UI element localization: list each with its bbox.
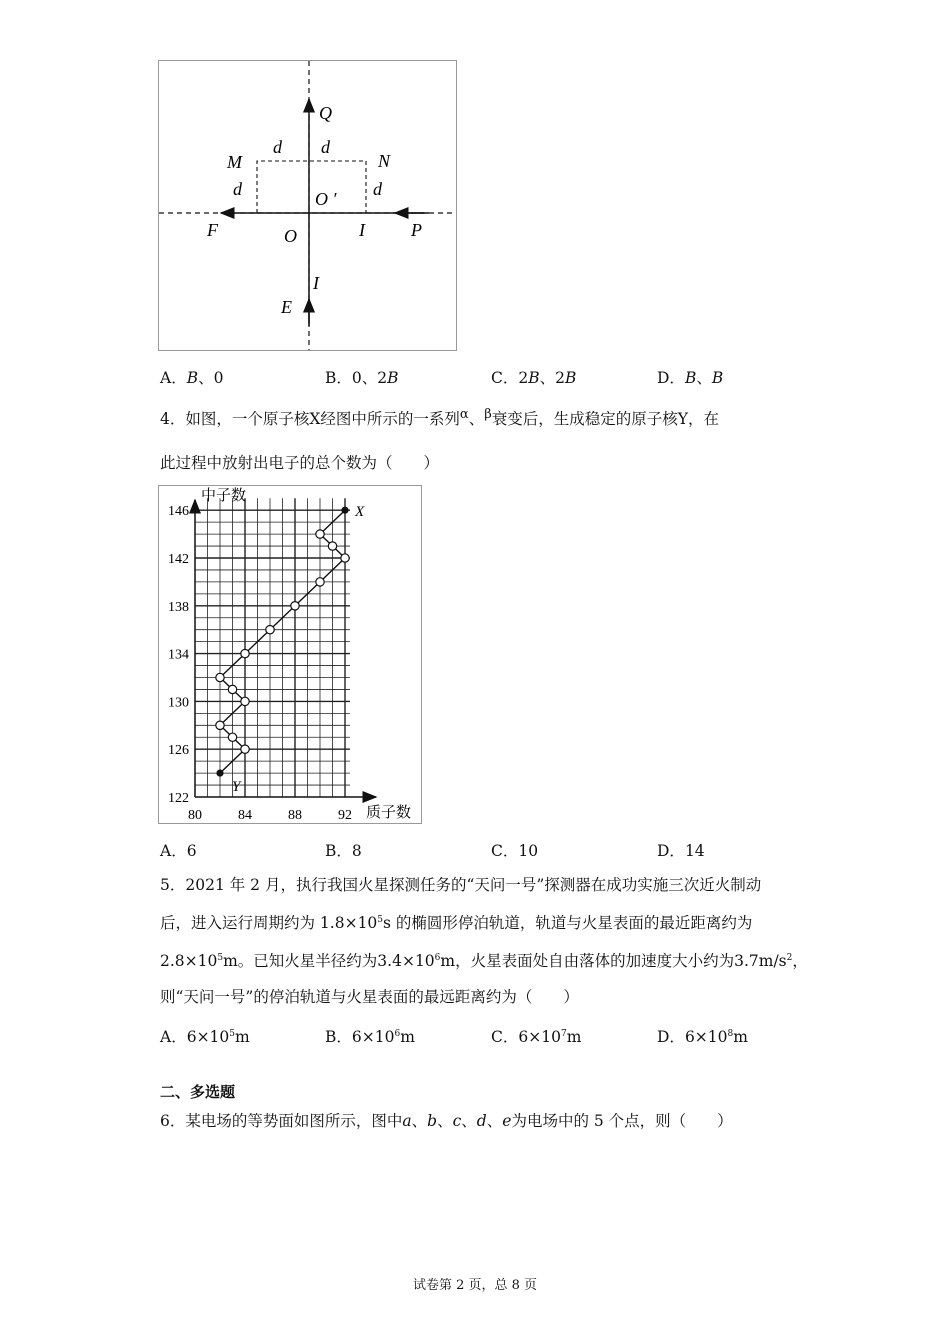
- q5-option-a-letter: A．: [160, 1028, 187, 1046]
- q5-exp: 6: [434, 952, 441, 963]
- q5-stem-line-1: 5．2021 年 2 月，执行我国火星探测任务的“天问一号”探测器在成功实施三次近火制动: [160, 876, 762, 894]
- decay-point: [228, 685, 236, 693]
- q3-option-c-part: B: [528, 369, 540, 387]
- label-I-right: I: [359, 220, 365, 240]
- q5-text: m。已知火星半径约为3.4×10: [223, 952, 435, 970]
- q3-option-b-letter: B．: [325, 369, 352, 387]
- q3-option-b[interactable]: [325, 366, 399, 388]
- q4-option-d[interactable]: [657, 839, 705, 861]
- q5-option-a-base: 6×10: [186, 1028, 230, 1046]
- q4-option-d-letter: D．: [657, 842, 685, 860]
- q6-sep: 、: [411, 1112, 428, 1130]
- decay-point: [216, 721, 224, 729]
- q4-option-a-value: 6: [186, 842, 197, 860]
- decay-point: [316, 530, 324, 538]
- q3-option-d-letter: D．: [657, 369, 685, 387]
- label-E: E: [281, 297, 292, 317]
- q5-option-b[interactable]: [325, 1025, 415, 1047]
- figure-1-svg: [159, 61, 456, 350]
- q4-option-a[interactable]: [160, 839, 197, 861]
- label-O-prime: O ′: [315, 189, 337, 209]
- q3-option-b-part: B: [387, 369, 399, 387]
- decay-point: [241, 649, 249, 657]
- label-Y: Y: [232, 779, 241, 796]
- q3-option-d-part: 、: [696, 369, 712, 387]
- y-tick-label: 142: [168, 552, 189, 567]
- q4-option-d-value: 14: [684, 842, 705, 860]
- q3-option-c-letter: C．: [491, 369, 519, 387]
- y-tick-label: 146: [168, 504, 189, 520]
- chart-grid: [195, 498, 350, 797]
- q5-option-c-base: 6×10: [518, 1028, 561, 1046]
- page-footer: 试卷第 2 页，总 8 页: [412, 1278, 538, 1293]
- q4-stem-text: 4．如图，一个原子核X经图中所示的一系列: [160, 410, 460, 428]
- q5-option-a[interactable]: [160, 1025, 250, 1047]
- q5-option-b-exp: 6: [394, 1028, 401, 1039]
- q3-option-c[interactable]: [491, 366, 576, 388]
- q4-option-c[interactable]: [491, 839, 538, 861]
- figure-1-field-diagram: [158, 60, 457, 351]
- q4-option-b-letter: B．: [325, 842, 352, 860]
- q3-option-a[interactable]: [160, 366, 223, 388]
- x-axis-label: 质子数: [366, 805, 412, 821]
- label-X: X: [355, 504, 365, 521]
- q6-sep: 、: [461, 1112, 477, 1130]
- x-tick-label: 92: [338, 808, 352, 823]
- q5-stem-line-3: [160, 950, 808, 972]
- y-axis-label: 中子数: [201, 488, 247, 504]
- chart-axes: [195, 500, 376, 797]
- q5-option-d-exp: 8: [727, 1028, 734, 1039]
- decay-point: [228, 733, 236, 741]
- q5-exp: 5: [217, 952, 224, 963]
- q6-var: c: [452, 1112, 462, 1130]
- q3-option-d-part: B: [711, 369, 724, 387]
- q5-text: 2.8×10: [160, 952, 218, 970]
- q5-option-b-base: 6×10: [351, 1028, 395, 1046]
- q5-option-d[interactable]: [657, 1025, 748, 1047]
- q5-stem-line-4: 则“天问一号”的停泊轨道与火星表面的最远距离约为（ ）: [160, 988, 579, 1006]
- q5-stem-line-2: [160, 912, 752, 934]
- alpha-symbol: α: [459, 407, 469, 422]
- label-d-right: d: [373, 179, 382, 199]
- label-F: F: [207, 220, 218, 240]
- q6-stem: [160, 1110, 733, 1132]
- q4-option-b[interactable]: [325, 839, 362, 861]
- q3-option-d-part: B: [684, 369, 697, 387]
- decay-point: [241, 745, 249, 753]
- y-tick-label: 126: [168, 743, 189, 759]
- x-tick-label: 84: [238, 808, 252, 823]
- y-tick-label: 134: [168, 647, 189, 663]
- label-M: M: [227, 152, 242, 172]
- q5-option-d-letter: D．: [657, 1028, 685, 1046]
- q3-option-c-part: B: [565, 369, 577, 387]
- q5-option-c-unit: m: [566, 1028, 582, 1046]
- q5-text: ，: [792, 952, 808, 970]
- label-N: N: [378, 151, 391, 171]
- q5-text: s 的椭圆形停泊轨道，轨道与火星表面的最近距离约为: [383, 914, 753, 932]
- decay-point: [241, 697, 249, 705]
- q3-option-b-part: 0、2: [351, 369, 388, 387]
- section-heading: 二、多选题: [160, 1083, 236, 1101]
- q6-var: b: [427, 1112, 438, 1130]
- dashed-square: [257, 161, 366, 213]
- label-I-bottom: I: [313, 273, 319, 293]
- q4-option-c-value: 10: [518, 842, 539, 860]
- q5-option-d-base: 6×10: [684, 1028, 728, 1046]
- q4-stem-text: 衰变后，生成稳定的原子核Y，在: [491, 410, 719, 428]
- q4-stem-line-1: [160, 408, 719, 430]
- q3-option-a-part: 、0: [198, 369, 224, 387]
- q5-option-c-exp: 7: [560, 1028, 567, 1039]
- q5-option-c-letter: C．: [491, 1028, 519, 1046]
- q3-option-c-part: 2: [518, 369, 529, 387]
- label-O: O: [284, 226, 297, 246]
- q6-sep: 、: [437, 1112, 453, 1130]
- q4-stem-line-2: 此过程中放射出电子的总个数为（ ）: [160, 454, 440, 472]
- q5-exp: 5: [377, 914, 384, 925]
- chart-labels: [168, 487, 411, 823]
- q6-text: 6．某电场的等势面如图所示，图中: [160, 1112, 403, 1130]
- x-tick-label: 80: [188, 808, 202, 823]
- q3-option-c-part: 、2: [539, 369, 566, 387]
- q5-option-a-unit: m: [235, 1028, 250, 1046]
- label-d-left: d: [233, 179, 242, 199]
- nucleus-point: [217, 770, 223, 776]
- q6-var: a: [402, 1112, 412, 1130]
- beta-symbol: β: [484, 407, 492, 422]
- q5-option-b-letter: B．: [325, 1028, 352, 1046]
- q5-option-c[interactable]: [491, 1025, 581, 1047]
- label-Q: Q: [319, 103, 332, 123]
- decay-point: [266, 626, 274, 634]
- decay-point: [216, 673, 224, 681]
- q5-text: m，火星表面处自由落体的加速度大小约为3.7m/s: [440, 952, 787, 970]
- q4-option-b-value: 8: [351, 842, 362, 860]
- label-d-top-left: d: [273, 137, 282, 157]
- q5-text: 后，进入运行周期约为 1.8×10: [160, 914, 378, 932]
- decay-point: [341, 554, 349, 562]
- y-tick-label: 130: [168, 695, 189, 711]
- label-P: P: [411, 220, 422, 240]
- x-tick-label: 88: [288, 808, 302, 823]
- q4-sep: 、: [468, 410, 485, 428]
- label-d-top-mid: d: [321, 137, 330, 157]
- q3-option-d[interactable]: [657, 366, 723, 388]
- q6-text: 为电场中的 5 个点，则（ ）: [511, 1112, 733, 1130]
- q5-option-b-unit: m: [400, 1028, 415, 1046]
- q3-option-a-part: B: [186, 369, 199, 387]
- nucleus-point: [342, 507, 348, 513]
- q5-option-d-unit: m: [733, 1028, 748, 1046]
- q6-var: d: [476, 1112, 487, 1130]
- q5-exp: 2: [786, 952, 793, 963]
- y-tick-label: 138: [168, 599, 189, 615]
- q4-option-c-letter: C．: [491, 842, 519, 860]
- q6-sep: 、: [486, 1112, 503, 1130]
- decay-point: [316, 578, 324, 586]
- q3-option-a-letter: A．: [160, 369, 187, 387]
- q4-option-a-letter: A．: [160, 842, 187, 860]
- q5-option-a-exp: 5: [229, 1028, 236, 1039]
- decay-chart: [158, 485, 422, 824]
- q6-var: e: [502, 1112, 512, 1130]
- decay-point: [291, 602, 299, 610]
- decay-chart-svg: [159, 486, 421, 823]
- decay-point: [328, 542, 336, 550]
- y-tick-label: 122: [168, 791, 189, 806]
